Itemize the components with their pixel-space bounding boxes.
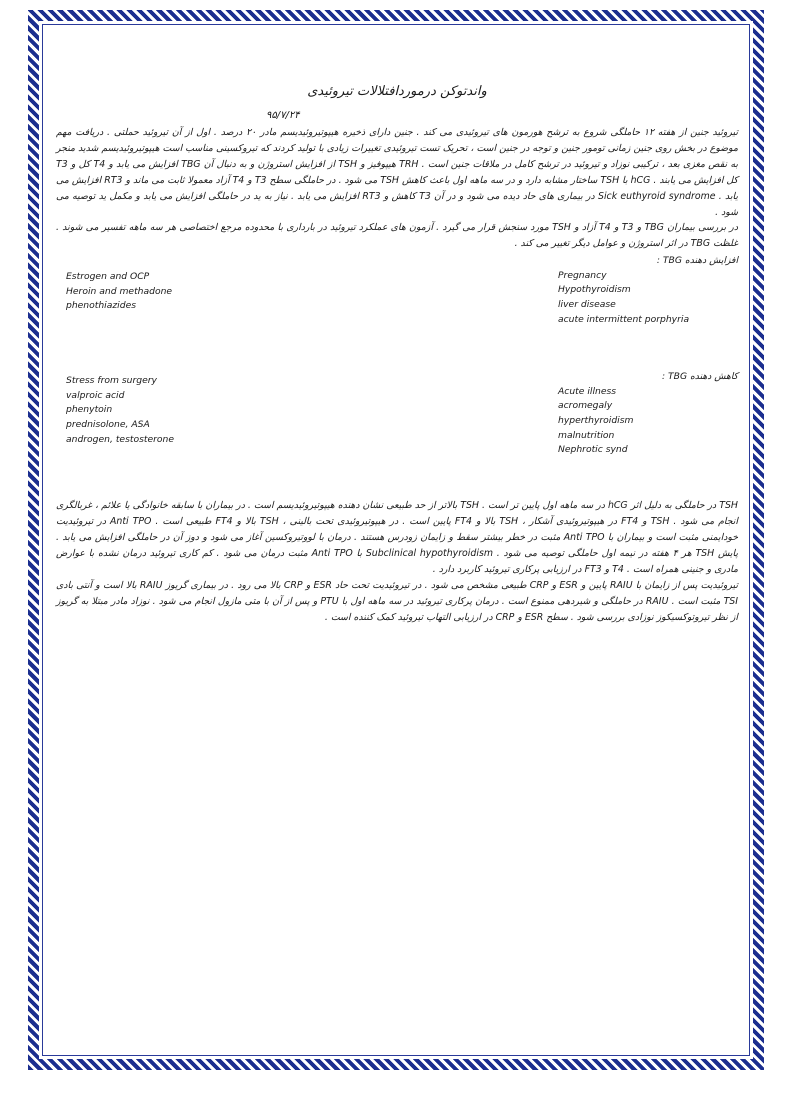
document-date: ۹۵/۷/۲۴ — [266, 110, 300, 121]
handwritten-document — [56, 84, 738, 626]
list-item: acromegaly — [558, 400, 613, 412]
tbg-decrease-list — [558, 370, 738, 458]
tbg-increase-list — [558, 254, 738, 327]
document-title: واندتوکن درموردافتلالات تیروئیدی — [307, 84, 487, 99]
tbg-increase-section — [56, 252, 738, 370]
list-item: Nephrotic synd — [558, 444, 628, 456]
list-item: liver disease — [558, 299, 616, 311]
paragraph-2: در بررسی بیماران TBG و T3 و T4 آزاد و TSH مورد سنجش قرار می گیرد . آزمون های عملکرد تیروئید در بارداری با محدوده مرجع اختصاصی هر سه ماهه تفسیر می شوند . غلظت TBG در اثر استروژن و عوامل دیگر تغییر می کند . — [56, 222, 738, 250]
list-item: Heroin and methadone — [66, 285, 173, 297]
tbg-decrease-heading: کاهش دهنده TBG : — [662, 371, 738, 383]
paragraph-3: TSH در حاملگی به دلیل اثر hCG در سه ماهه اول پایین تر است . TSH بالاتر از حد طبیعی نشان دهنده هیپوتیروئیدیسم است . در بیماران با سابقه خانوادگی یا علائم ، غربالگری انجام می شود . TSH و FT4 در هیپوتیروئیدی آشکار ، TSH بالا و FT4 پایین است . در هیپوتیروئیدی تحت بالینی ، TSH بالا و FT4 طبیعی است . Anti TPO در تیروئیدیت خودایمنی مثبت است و بیماران با Anti TPO مثبت در خطر بیشتر سقط و زایمان زودرس هستند . درمان با لووتیروکسین آغاز می شود و دوز آن در حاملگی افزایش می یابد . پایش TSH هر ۴ هفته در نیمه اول حاملگی توصیه می شود . Subclinical hypothyroidism با Anti TPO مثبت درمان می شود . کم کاری تیروئید درمان نشده با عوارض مادری و جنینی همراه است . T4 و FT3 در ارزیابی پرکاری تیروئید کاربرد دارد . — [56, 500, 739, 575]
list-item: androgen, testosterone — [66, 433, 175, 445]
tbg-increase-drugs-list — [66, 270, 236, 314]
list-item: hyperthyroidism — [558, 415, 634, 427]
list-item: valproic acid — [66, 389, 125, 401]
tbg-decrease-section — [56, 370, 738, 498]
document-body — [56, 125, 738, 626]
list-item: Stress from surgery — [66, 375, 157, 387]
paragraph-4: تیروئیدیت پس از زایمان با RAIU پایین و ESR و CRP طبیعی مشخص می شود . در تیروئیدیت تحت حاد ESR و CRP بالا می رود . در بیماری گریوز RAIU بالا است و آنتی بادی TSI مثبت است . RAIU در حاملگی و شیردهی ممنوع است . درمان پرکاری تیروئید در سه ماهه اول با PTU و پس از آن با متی مازول انجام می شود . نوزاد مادر مبتلا به گریوز از نظر تیروتوکسیکوز نوزادی بررسی شود . سطح ESR و CRP در ارزیابی التهاب تیروئید کمک کننده است . — [56, 579, 739, 623]
list-item: Acute illness — [558, 385, 617, 397]
tbg-decrease-drugs-list — [66, 374, 236, 447]
paragraph-intro: تیروئید جنین از هفته ۱۲ حاملگی شروع به ترشح هورمون های تیروئیدی می کند . جنین دارای ذخیره هیپوتیروئیدیسم مادر ۲۰ درصد . اول از آن تیروئید حملتی . دریافت مهم موضوع در بخش روی جنین زمانی تومور جنین و توجه در جنین است ، تحریک تست تیروئیدی تغییرات زیادی با تولید کردند که تیروکسینی مناسب است هیپوتیروئیدیسم شدید منجر به نقص مغزی بعد ، ترکیبی نوزاد و تیروئید در ترشح کامل در ملاقات جنین است . TRH هیپوفیز و TSH از افزایش استروژن و به دنبال آن TBG افزایش می یابد و T4 کل و T3 کل افزایش می یابند . hCG با TSH ساختار مشابه دارد و در سه ماهه اول باعث کاهش TSH می شود . در حاملگی سطح T3 و T4 آزاد معمولا ثابت می ماند و RT3 افزایش می یابد . Sick euthyroid syndrome در بیماری های حاد دیده می شود و در آن T3 کاهش و RT3 افزایش می یابد . نیاز به ید در حاملگی افزایش می یابد و مکمل ید توصیه می شود . — [56, 127, 739, 218]
list-item: Hypothyroidism — [558, 284, 631, 296]
list-item: Estrogen and OCP — [66, 271, 150, 283]
list-item: Pregnancy — [558, 269, 607, 281]
list-item: phenothiazides — [66, 300, 137, 312]
list-item: phenytoin — [66, 404, 113, 416]
tbg-increase-heading: افزایش دهنده TBG : — [656, 255, 738, 267]
list-item: prednisolone, ASA — [66, 419, 150, 431]
list-item: acute intermittent porphyria — [558, 313, 690, 325]
list-item: malnutrition — [558, 429, 615, 441]
